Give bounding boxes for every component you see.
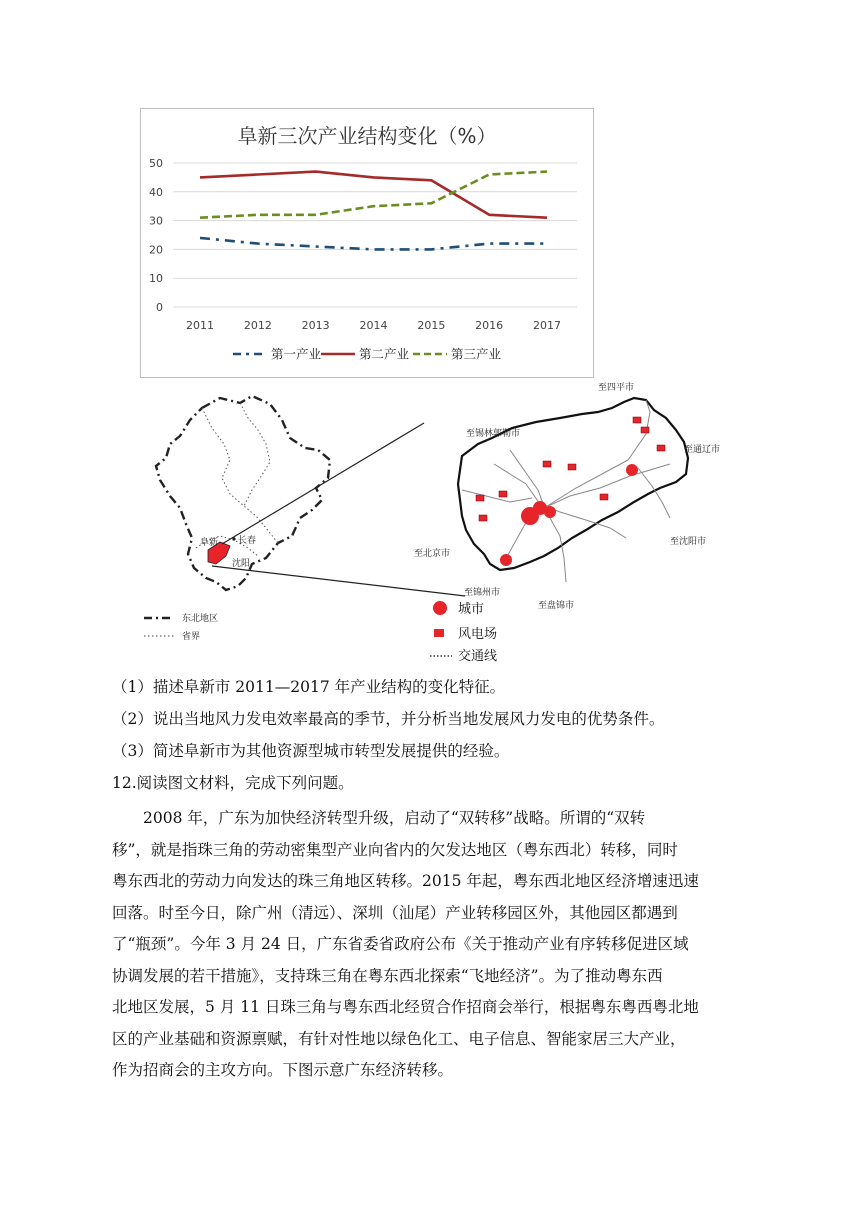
series-line-1 [200,238,547,250]
dest-jinzhou: 至锦州市 [464,588,501,598]
material-line: 协调发展的若干措施》，支持珠三角在粤东西北探索“飞地经济”。为了推动粤东西 [112,966,663,985]
q12-material [112,803,752,1087]
x-tick-label: 2012 [243,319,272,332]
wind-farm-marker [476,495,484,501]
question-1: （1）描述阜新市 2011—2017 年产业结构的变化特征。 [112,678,506,696]
wind-farm-marker [568,464,576,470]
dest-xilinhot: 至锡林郭勒市 [466,429,521,439]
question-3: （3）简述阜新市为其他资源型城市转型发展提供的经验。 [112,742,510,760]
material-line: 粤东西北的劳动力向发达的珠三角地区转移。2015 年起，粤东西北地区经济增速迅速 [112,872,699,890]
y-tick-label: 0 [156,301,163,314]
chart-canvas [141,109,593,377]
label-shenyang: 沈阳 [232,559,251,569]
legend-city-label: 城市 [458,602,485,617]
legend-label-2: 第二产业 [359,346,410,362]
material-line: 区的产业基础和资源禀赋，有针对性地以绿色化工、电子信息、智能家居三大产业， [112,1029,686,1048]
legend-province-label: 省界 [182,632,201,642]
zoom-line-top [222,423,424,544]
x-tick-label: 2017 [533,319,561,332]
chart-title: 阜新三次产业结构变化（%） [237,124,497,148]
wind-farm-marker [543,461,551,467]
label-fuxin: 阜新 [200,538,219,548]
dest-tongliao: 至通辽市 [684,445,721,455]
wind-farm-marker [657,445,665,451]
legend-windfarm-symbol [434,629,444,637]
y-tick-label: 30 [149,214,163,228]
y-tick-label: 40 [149,185,163,199]
fuxin-city-boundary [458,398,688,570]
fuxin-location-map [140,378,740,668]
province-boundary [240,403,270,506]
wind-farm-marker [633,417,641,423]
x-tick-label: 2013 [301,319,330,332]
zoom-line-bottom [212,566,465,596]
x-tick-label: 2015 [417,319,446,332]
series-line-2 [200,172,547,218]
map-canvas [140,378,740,668]
legend-traffic-label: 交通线 [458,649,498,664]
material-line: 了“瓶颈”。今年 3 月 24 日，广东省委省政府公布《关于推动产业有序转移促进区域 [112,935,689,953]
material-line: 北地区发展，5 月 11 日珠三角与粤东西北经贸合作招商会举行，根据粤东粤西粤北地 [112,998,699,1016]
legend-northeast-label: 东北地区 [182,614,219,624]
dest-panjin: 至盘锦市 [538,601,575,611]
wind-farm-marker [641,427,649,433]
x-tick-label: 2016 [475,319,504,332]
city-marker [500,554,512,566]
wind-farm-marker [499,491,507,497]
legend-city-symbol [433,601,447,615]
legend-windfarm-label: 风电场 [458,627,498,642]
y-tick-label: 20 [149,243,163,257]
x-tick-label: 2014 [359,319,388,332]
city-marker [626,464,638,476]
dest-beijing: 至北京市 [414,549,451,559]
q12-heading: 12.阅读图文材料，完成下列问题。 [112,774,354,792]
y-tick-label: 10 [149,272,163,286]
dest-siping: 至四平市 [598,383,635,393]
dest-shenyang: 至沈阳市 [670,537,707,547]
material-line: 作为招商会的主攻方向。下图示意广东经济转移。 [112,1061,454,1079]
material-line: 移”，就是指珠三角的劳动密集型产业向省内的欠发达地区（粤东西北）转移，同时 [112,840,678,859]
wind-farm-marker [600,494,608,500]
legend-label-3: 第三产业 [451,346,502,362]
y-tick-label: 50 [149,157,163,170]
city-marker [544,506,556,518]
industry-structure-chart [140,108,594,378]
label-changchun: 长春 [238,536,257,546]
province-boundary [202,408,278,543]
question-2: （2）说出当地风力发电效率最高的季节，并分析当地发展风力发电的优势条件。 [112,710,665,728]
legend-label-1: 第一产业 [271,346,322,362]
x-tick-label: 2011 [186,319,214,332]
wind-farm-marker [479,515,487,521]
material-line: 回落。时至今日，除广州（清远）、深圳（汕尾）产业转移园区外，其他园区都遇到 [112,903,678,922]
material-line: 2008 年，广东为加快经济转型升级，启动了“双转移”战略。所谓的“双转 [143,809,646,827]
